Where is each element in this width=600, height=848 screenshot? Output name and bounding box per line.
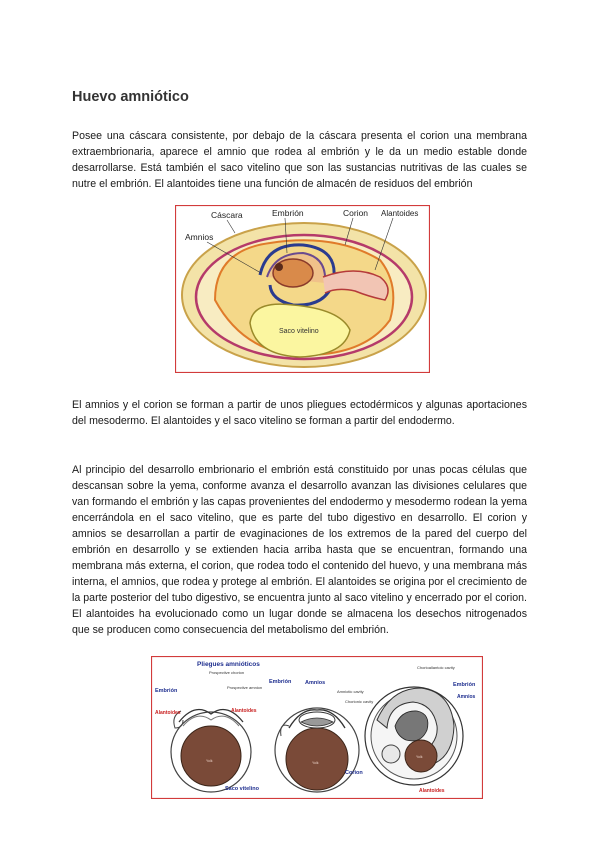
label-amnios-mid: Amnios — [305, 680, 326, 686]
page-title: Huevo amniótico — [72, 89, 189, 105]
label-embrion-left: Embrión — [155, 688, 178, 694]
label-pliegues: Pliegues amnióticos — [197, 661, 260, 668]
label-chorioallantoic-cavity: Chorioallantoic cavity — [417, 665, 455, 670]
paragraph-origin: El amnios y el corion se forman a partir de unos pliegues ectodérmicos y algunas aportaciones del mesodermo. El alantoides y el saco vitelino se forman a partir del endodermo. — [72, 399, 527, 427]
label-embrion-mid: Embrión — [269, 679, 292, 685]
label-yolk-3: Yolk — [416, 755, 423, 759]
label-alantoides-left: Alantoides — [155, 710, 181, 716]
label-alantoides: Alantoides — [381, 209, 419, 218]
label-amniotic-cavity: Amniotic cavity — [337, 689, 364, 694]
label-corion: Corion — [345, 770, 363, 776]
label-saco-vitelino: Saco vitelino — [225, 786, 259, 792]
amniotic-egg-figure — [175, 205, 430, 373]
label-alantoides-mid: Alantoides — [231, 708, 257, 714]
label-prospective-amnion: Prospective amnion — [227, 685, 263, 690]
paragraph-intro: Posee una cáscara consistente, por debajo de la cáscara presenta el corion una membrana extraembrionaria, aparece el amnio que rodea al embrión y le da un medio estable donde desarrollarse. Está también el saco vitelino que son las sustancias nutritivas de las cuales se nutre el embrión. El alantoides tiene una función de almacén de residuos del embrión — [72, 130, 527, 190]
label-amnios: Amnios — [185, 232, 214, 242]
label-alantoides-right: Alantoides — [419, 788, 445, 794]
label-embrion: Embrión — [272, 208, 304, 218]
label-prospective-chorion: Prospective chorion — [209, 670, 245, 675]
label-yolk-1: Yolk — [206, 759, 213, 763]
label-chorionic-cavity: Chorionic cavity — [345, 699, 374, 704]
embryo-development-figure — [151, 656, 483, 799]
paragraph-development: Al principio del desarrollo embrionario el embrión está constituido por unas pocas células que descansan sobre la yema, conforme avanza el desarrollo avanzan las divisiones celulares que van formando el embrión y las capas provenientes del endodermo y mesodermo rodean la yema encerrándola en el saco vitelino, que es parte del tubo digestivo en desarrollo. El corion y amnios se desarrollan a partir de evaginaciones de los extremos de la pared del cuerpo del embrión en desarrollo y se extienden hacia arriba hasta que se encuentran, formando una membrana más externa, el corion, que rodea todo el contenido del huevo, y una membrana más interna, el amnios, que rodea y protege al embrión. El alantoides se origina por el crecimiento de la parte posterior del tubo digestivo, se encuentra junto al saco vitelino y encerrado por el corion. El alantoides ha evolucionado como un lugar donde se almacena los desechos nitrogenados que se producen como consecuencia del metabolismo del embrión. — [72, 464, 527, 636]
label-cascara: Cáscara — [211, 210, 243, 220]
label-saco-vitelino: Saco vitelino — [279, 328, 319, 335]
label-yolk-2: Yolk — [312, 761, 319, 765]
label-embrion-right: Embrión — [453, 682, 476, 688]
label-corion: Corion — [343, 208, 369, 218]
label-amnios-right: Amnios — [457, 694, 476, 700]
